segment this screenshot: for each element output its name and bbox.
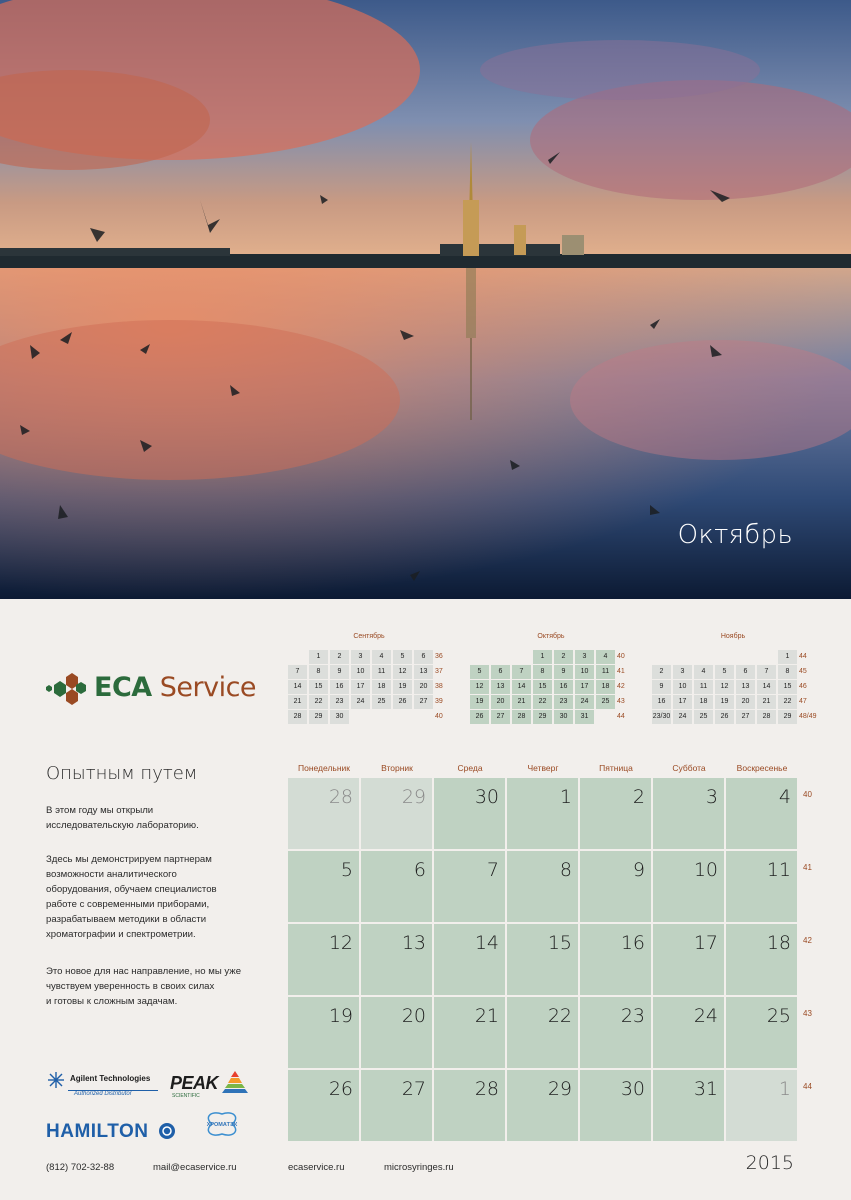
- day-number: 14: [474, 932, 499, 954]
- mini-day-cell: 7: [757, 665, 776, 679]
- day-cell[interactable]: [288, 851, 359, 922]
- mini-day-cell: [351, 710, 370, 724]
- mini-day-cell: [715, 650, 734, 664]
- mini-day-cell: 22: [309, 695, 328, 709]
- mini-day-cell: [673, 650, 692, 664]
- mini-day-cell: 13: [736, 680, 755, 694]
- day-cell[interactable]: [288, 778, 359, 849]
- year-label: 2015: [745, 1152, 794, 1174]
- mini-week-number: 42: [617, 683, 625, 690]
- mini-day-cell: 9: [652, 680, 671, 694]
- agilent-sub: Authorized Distributor: [74, 1091, 132, 1097]
- day-cell[interactable]: [288, 997, 359, 1068]
- mini-day-cell: 26: [715, 710, 734, 724]
- mini-day-cell: 20: [736, 695, 755, 709]
- sidebar-paragraph-3: Это новое для нас направление, но мы уже чувствуем уверенность в своих силах и готовы к сложным задачам.: [46, 966, 242, 1007]
- mini-day-cell: 30: [554, 710, 573, 724]
- mini-day-cell: 4: [694, 665, 713, 679]
- day-number: 1: [778, 1078, 791, 1100]
- day-number: 25: [766, 1005, 791, 1027]
- mini-day-cell: 12: [393, 665, 412, 679]
- peak-name: PEAK: [170, 1073, 219, 1093]
- mini-day-cell: 31: [575, 710, 594, 724]
- mini-day-cell: 21: [288, 695, 307, 709]
- day-number: 26: [328, 1078, 353, 1100]
- day-number: 7: [486, 859, 499, 881]
- day-number: 12: [328, 932, 353, 954]
- mini-day-cell: 12: [715, 680, 734, 694]
- mini-day-cell: 14: [512, 680, 531, 694]
- mini-day-cell: 26: [470, 710, 489, 724]
- day-cell[interactable]: [653, 851, 724, 922]
- day-number: 11: [766, 859, 791, 881]
- mini-day-cell: 19: [470, 695, 489, 709]
- mini-week-number: 47: [799, 698, 807, 705]
- day-cell[interactable]: [580, 924, 651, 995]
- day-cell[interactable]: [726, 778, 797, 849]
- mini-day-cell: 16: [652, 695, 671, 709]
- day-number: 1: [559, 786, 572, 808]
- mini-day-cell: [491, 650, 510, 664]
- day-cell[interactable]: [653, 778, 724, 849]
- day-number: 20: [401, 1005, 426, 1027]
- mini-day-cell: 27: [491, 710, 510, 724]
- day-number: 22: [547, 1005, 572, 1027]
- mini-day-cell: 8: [778, 665, 797, 679]
- day-number: 29: [401, 786, 426, 808]
- mini-day-cell: 2: [330, 650, 349, 664]
- mini-day-cell: 27: [414, 695, 433, 709]
- day-cell[interactable]: [361, 1070, 432, 1141]
- day-cell[interactable]: [361, 778, 432, 849]
- mini-day-cell: [470, 650, 489, 664]
- peak-sub: SCIENTIFIC: [172, 1093, 200, 1099]
- day-number: 31: [693, 1078, 718, 1100]
- mini-day-cell: 9: [330, 665, 349, 679]
- mini-day-cell: 17: [673, 695, 692, 709]
- mini-day-cell: 14: [288, 680, 307, 694]
- mini-calendar-title: Сентябрь: [353, 633, 385, 640]
- mini-day-cell: 6: [491, 665, 510, 679]
- mini-day-cell: 15: [309, 680, 328, 694]
- day-cell[interactable]: [580, 997, 651, 1068]
- mini-day-cell: 18: [694, 695, 713, 709]
- day-cell[interactable]: [507, 778, 578, 849]
- mini-day-cell: 6: [414, 650, 433, 664]
- footer-email[interactable]: mail@ecaservice.ru: [153, 1162, 237, 1173]
- mini-day-cell: 9: [554, 665, 573, 679]
- mini-day-cell: [736, 650, 755, 664]
- mini-day-cell: 4: [372, 650, 391, 664]
- mini-day-cell: 28: [757, 710, 776, 724]
- footer-site-ecaservice[interactable]: ecaservice.ru: [288, 1162, 345, 1173]
- mini-day-cell: 28: [512, 710, 531, 724]
- mini-day-cell: 13: [491, 680, 510, 694]
- mini-day-cell: 8: [309, 665, 328, 679]
- day-number: 29: [547, 1078, 572, 1100]
- mini-week-number: 39: [435, 698, 443, 705]
- mini-calendar: [470, 633, 632, 720]
- mini-day-cell: [372, 710, 391, 724]
- mini-day-cell: 5: [470, 665, 489, 679]
- day-cell[interactable]: [288, 1070, 359, 1141]
- mini-day-cell: [512, 650, 531, 664]
- day-number: 5: [340, 859, 353, 881]
- day-number: 6: [413, 859, 426, 881]
- day-number: 28: [474, 1078, 499, 1100]
- day-cell[interactable]: [726, 997, 797, 1068]
- day-number: 8: [559, 859, 572, 881]
- mini-week-number: 41: [617, 668, 625, 675]
- mini-day-cell: 15: [778, 680, 797, 694]
- day-number: 13: [401, 932, 426, 954]
- day-number: 19: [328, 1005, 353, 1027]
- mini-day-cell: 17: [575, 680, 594, 694]
- mini-day-cell: 21: [512, 695, 531, 709]
- mini-day-cell: 5: [715, 665, 734, 679]
- day-number: 28: [328, 786, 353, 808]
- weekday-header: Воскресенье: [736, 763, 788, 773]
- day-cell[interactable]: [507, 924, 578, 995]
- mini-day-cell: [652, 650, 671, 664]
- mini-day-cell: 28: [288, 710, 307, 724]
- day-cell[interactable]: [653, 997, 724, 1068]
- mini-day-cell: 12: [470, 680, 489, 694]
- day-number: 27: [401, 1078, 426, 1100]
- mini-day-cell: 29: [533, 710, 552, 724]
- mini-day-cell: 21: [757, 695, 776, 709]
- mini-week-number: 38: [435, 683, 443, 690]
- peak-logo: [170, 1073, 219, 1099]
- mini-week-number: 36: [435, 653, 443, 660]
- mini-day-cell: 25: [372, 695, 391, 709]
- hamilton-logo: [46, 1121, 149, 1143]
- week-number: 40: [803, 790, 812, 799]
- sidebar-paragraph-1: В этом году мы открыли исследовательскую лабораторию.: [46, 805, 199, 831]
- mini-day-cell: 7: [288, 665, 307, 679]
- cover-photo: [0, 0, 851, 599]
- day-cell[interactable]: [580, 851, 651, 922]
- mini-day-cell: 3: [575, 650, 594, 664]
- weekday-header: Пятница: [599, 763, 633, 773]
- day-cell[interactable]: [361, 924, 432, 995]
- mini-day-cell: 24: [351, 695, 370, 709]
- day-cell[interactable]: [434, 778, 505, 849]
- week-number: 41: [803, 863, 812, 872]
- mini-day-cell: 14: [757, 680, 776, 694]
- week-number: 42: [803, 936, 812, 945]
- mini-day-cell: 22: [778, 695, 797, 709]
- day-cell[interactable]: [434, 1070, 505, 1141]
- mini-day-cell: 24: [575, 695, 594, 709]
- day-cell[interactable]: [288, 924, 359, 995]
- mini-calendar: [652, 633, 817, 720]
- mini-week-number: 46: [799, 683, 807, 690]
- mini-day-cell: 19: [715, 695, 734, 709]
- mini-day-cell: 1: [309, 650, 328, 664]
- mini-day-cell: 13: [414, 665, 433, 679]
- day-number: 3: [705, 786, 718, 808]
- day-number: 2: [632, 786, 645, 808]
- mini-day-cell: 8: [533, 665, 552, 679]
- mini-week-number: 37: [435, 668, 443, 675]
- chromatek-name: ХРОМАТЭК: [206, 1122, 238, 1128]
- mini-day-cell: 19: [393, 680, 412, 694]
- weekday-header: Четверг: [527, 763, 559, 773]
- day-cell[interactable]: [434, 924, 505, 995]
- mini-day-cell: 29: [309, 710, 328, 724]
- day-number: 18: [766, 932, 791, 954]
- day-number: 4: [778, 786, 791, 808]
- mini-calendar: [288, 633, 450, 720]
- day-cell[interactable]: [434, 997, 505, 1068]
- mini-day-cell: 5: [393, 650, 412, 664]
- day-number: 30: [474, 786, 499, 808]
- mini-week-number: 44: [799, 653, 807, 660]
- mini-day-cell: 22: [533, 695, 552, 709]
- mini-day-cell: 2: [554, 650, 573, 664]
- mini-day-cell: 29: [778, 710, 797, 724]
- mini-week-number: 44: [617, 713, 625, 720]
- mini-day-cell: 1: [778, 650, 797, 664]
- hexagon-logo-icon: [46, 667, 88, 707]
- hamilton-name: HAMILTON: [46, 1121, 149, 1142]
- mini-day-cell: 20: [491, 695, 510, 709]
- mini-day-cell: 16: [330, 680, 349, 694]
- mini-day-cell: 23: [554, 695, 573, 709]
- mini-day-cell: 24: [673, 710, 692, 724]
- day-number: 24: [693, 1005, 718, 1027]
- day-cell[interactable]: [653, 1070, 724, 1141]
- mini-day-cell: 3: [351, 650, 370, 664]
- mini-day-cell: 20: [414, 680, 433, 694]
- day-number: 23: [620, 1005, 645, 1027]
- month-title: Октябрь: [677, 520, 793, 550]
- sidebar-title: Опытным путем: [46, 763, 198, 784]
- mini-day-cell: 3: [673, 665, 692, 679]
- peak-pyramid-icon: [222, 1071, 248, 1093]
- mini-day-cell: 16: [554, 680, 573, 694]
- day-number: 17: [693, 932, 718, 954]
- mini-day-cell: [596, 710, 615, 724]
- day-number: 21: [474, 1005, 499, 1027]
- mini-day-cell: 7: [512, 665, 531, 679]
- logo-service-text: Service: [159, 671, 257, 703]
- mini-day-cell: 17: [351, 680, 370, 694]
- mini-week-number: 43: [617, 698, 625, 705]
- mini-day-cell: [414, 710, 433, 724]
- mini-day-cell: 23/30: [652, 710, 671, 724]
- hamilton-circle-icon: [158, 1122, 176, 1140]
- mini-day-cell: 10: [673, 680, 692, 694]
- weekday-header: Понедельник: [297, 763, 351, 773]
- mini-calendar-title: Ноябрь: [720, 633, 746, 640]
- chromatek-logo: [200, 1110, 244, 1145]
- day-cell[interactable]: [507, 851, 578, 922]
- day-cell[interactable]: [361, 997, 432, 1068]
- mini-day-cell: 15: [533, 680, 552, 694]
- day-cell[interactable]: [434, 851, 505, 922]
- mini-day-cell: 11: [372, 665, 391, 679]
- mini-week-number: 45: [799, 668, 807, 675]
- mini-day-cell: 26: [393, 695, 412, 709]
- mini-day-cell: [393, 710, 412, 724]
- eca-service-logo: [46, 667, 256, 707]
- mini-day-cell: 25: [596, 695, 615, 709]
- mini-week-number: 48/49: [799, 713, 817, 720]
- mini-day-cell: 27: [736, 710, 755, 724]
- day-number: 30: [620, 1078, 645, 1100]
- weekday-header: Суббота: [672, 763, 706, 773]
- logo-eca-text: ECA: [94, 671, 152, 703]
- mini-day-cell: 1: [533, 650, 552, 664]
- day-cell[interactable]: [361, 851, 432, 922]
- day-number: 10: [693, 859, 718, 881]
- mini-day-cell: 25: [694, 710, 713, 724]
- day-cell[interactable]: [726, 851, 797, 922]
- mini-day-cell: 11: [694, 680, 713, 694]
- weekday-header: Вторник: [381, 763, 413, 773]
- mini-week-number: 40: [435, 713, 443, 720]
- mini-week-number: 40: [617, 653, 625, 660]
- day-cell[interactable]: [726, 924, 797, 995]
- footer-site-microsyringes[interactable]: microsyringes.ru: [384, 1162, 454, 1173]
- mini-day-cell: 30: [330, 710, 349, 724]
- weekday-header: Среда: [457, 763, 483, 773]
- day-number: 16: [620, 932, 645, 954]
- sidebar-paragraph-2: Здесь мы демонстрируем партнерам возможности аналитического оборудования, обучаем специалистов работе с современными приборами, разрабатываем методики в области хроматографии и спектрометрии.: [46, 854, 217, 940]
- mini-day-cell: 6: [736, 665, 755, 679]
- mini-day-cell: 10: [575, 665, 594, 679]
- agilent-spark-icon: [46, 1071, 66, 1089]
- day-cell[interactable]: [507, 997, 578, 1068]
- mini-day-cell: [288, 650, 307, 664]
- mini-day-cell: 18: [596, 680, 615, 694]
- day-number: 15: [547, 932, 572, 954]
- mini-calendar-title: Октябрь: [537, 633, 565, 640]
- mini-day-cell: 23: [330, 695, 349, 709]
- agilent-name: Agilent Technologies: [70, 1074, 151, 1083]
- day-cell[interactable]: [726, 1070, 797, 1141]
- mini-day-cell: 11: [596, 665, 615, 679]
- mini-day-cell: 10: [351, 665, 370, 679]
- week-number: 44: [803, 1082, 812, 1091]
- day-cell[interactable]: [507, 1070, 578, 1141]
- day-number: 9: [632, 859, 645, 881]
- week-number: 43: [803, 1009, 812, 1018]
- day-cell[interactable]: [653, 924, 724, 995]
- mini-day-cell: 4: [596, 650, 615, 664]
- day-cell[interactable]: [580, 1070, 651, 1141]
- footer-phone: (812) 702-32-88: [46, 1162, 115, 1173]
- mini-day-cell: 18: [372, 680, 391, 694]
- mini-day-cell: 2: [652, 665, 671, 679]
- day-cell[interactable]: [580, 778, 651, 849]
- mini-day-cell: [694, 650, 713, 664]
- mini-day-cell: [757, 650, 776, 664]
